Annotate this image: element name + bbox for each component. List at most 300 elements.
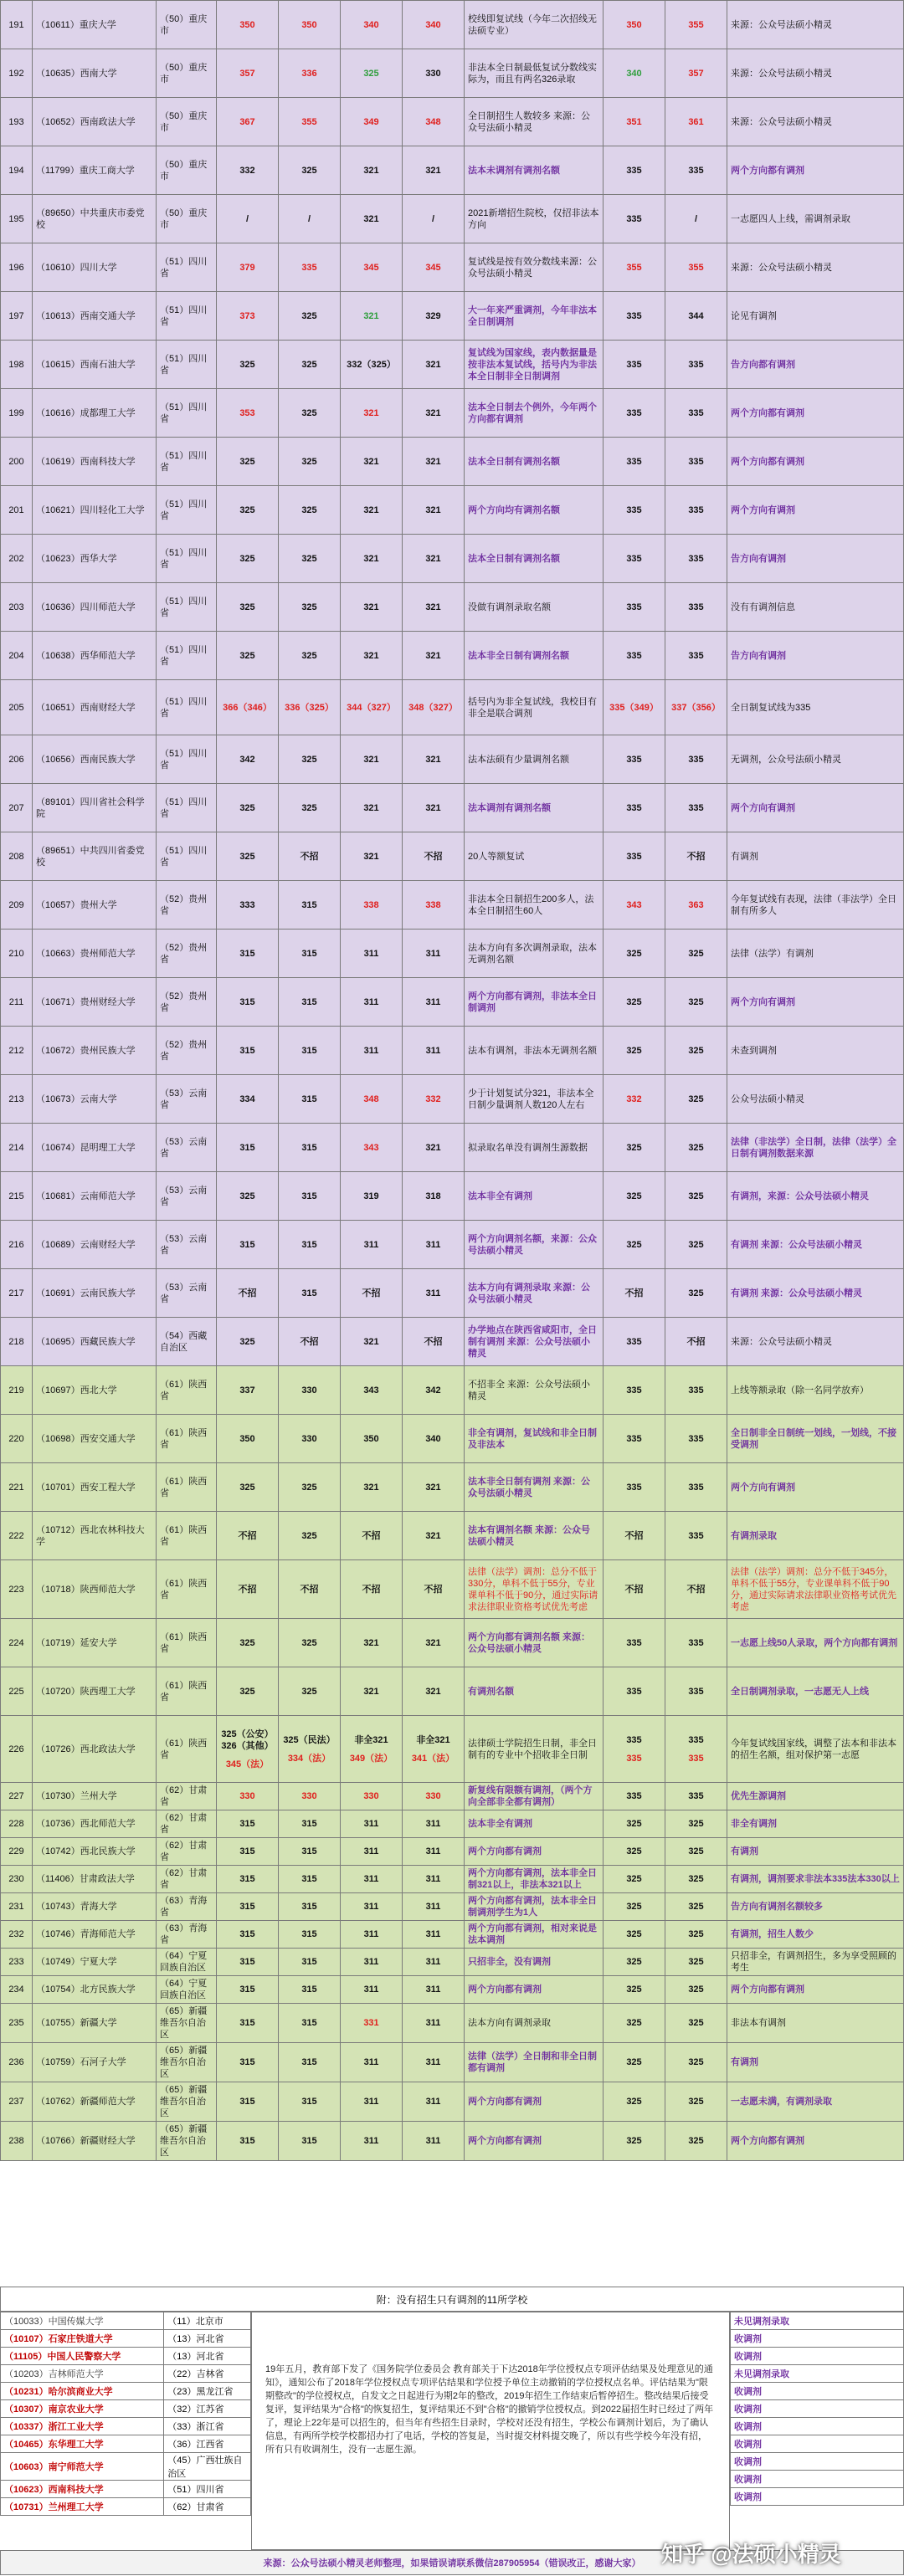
national-line-a: 325 — [604, 1921, 665, 1949]
school-name: （10766）新疆财经大学 — [33, 2122, 157, 2161]
footer-remark: 收调剂 — [731, 2471, 904, 2488]
score-a: 不招 — [217, 1512, 279, 1560]
score-c: 340 — [341, 1, 403, 49]
score-a: 315 — [217, 1893, 279, 1921]
school-name: （10695）西藏民族大学 — [33, 1318, 157, 1366]
score-c: 311 — [341, 1976, 403, 2004]
score-d: 321 — [403, 535, 465, 583]
note: 法本非全有调剂 — [465, 1172, 604, 1221]
score-c: 311 — [341, 1838, 403, 1866]
note: 非法本全日制最低复试分数线实际为，而且有两名326录取 — [465, 49, 604, 98]
remark: 公众号法硕小精灵 — [727, 1075, 904, 1124]
footer-school-row — [1, 2312, 251, 2330]
national-line-a: 325 — [604, 2043, 665, 2082]
national-line-b-bottom: 335 — [688, 1753, 704, 1764]
score-c: 321 — [341, 735, 403, 784]
score-d-top: 非全321 — [416, 1734, 450, 1745]
score-c: 349 — [341, 98, 403, 146]
table-row — [1, 1, 904, 49]
national-line-a: 335 — [604, 1463, 665, 1512]
score-c: 332（325） — [341, 341, 403, 389]
footer-remark-row — [731, 2471, 904, 2488]
remark: 来源：公众号法硕小精灵 — [727, 243, 904, 292]
score-d: 311 — [403, 1027, 465, 1075]
table-row — [1, 535, 904, 583]
national-line-b: 363 — [665, 881, 727, 930]
school-name: （10671）贵州财经大学 — [33, 978, 157, 1027]
note: 法本非全有调剂 — [465, 1810, 604, 1838]
score-a: 333 — [217, 881, 279, 930]
note: 非法本全日制招生200多人，法本全日制招生60人 — [465, 881, 604, 930]
note: 两个方向都有调剂，法本非全日制321以上，非法本321以上 — [465, 1866, 604, 1893]
remark: 两个方向有调剂 — [727, 784, 904, 832]
table-row — [1, 1783, 904, 1810]
score-c: 338 — [341, 881, 403, 930]
score-a: 325 — [217, 341, 279, 389]
national-line-b: 357 — [665, 49, 727, 98]
score-a: 315 — [217, 1921, 279, 1949]
remark: 全日制复试线为335 — [727, 680, 904, 735]
row-number: 216 — [1, 1221, 33, 1269]
score-a: 325 — [217, 583, 279, 632]
score-c: 321 — [341, 832, 403, 881]
note: 法律（法学）全日制和非全日制都有调剂 — [465, 2043, 604, 2082]
row-number: 204 — [1, 632, 33, 680]
row-number: 236 — [1, 2043, 33, 2082]
row-number: 193 — [1, 98, 33, 146]
national-line-a: 332 — [604, 1075, 665, 1124]
score-b: 315 — [279, 1866, 341, 1893]
score-a: 350 — [217, 1415, 279, 1463]
score-a: 315 — [217, 1949, 279, 1976]
remark: 上线等额录取（除一名同学放弃） — [727, 1366, 904, 1415]
score-c: 321 — [341, 486, 403, 535]
score-c: 311 — [341, 1866, 403, 1893]
footer-remark: 收调剂 — [731, 2383, 904, 2400]
school-name: （10651）西南财经大学 — [33, 680, 157, 735]
region: （63）青海省 — [157, 1893, 217, 1921]
score-d: 348 — [403, 98, 465, 146]
region: （50）重庆市 — [157, 1, 217, 49]
national-line-b: / — [665, 195, 727, 243]
score-b: 335 — [279, 243, 341, 292]
school-name: （10652）西南政法大学 — [33, 98, 157, 146]
remark: 法律（非法学）全日制，法律（法学）全日制有调剂数据来源 — [727, 1124, 904, 1172]
national-line-b: 355 — [665, 243, 727, 292]
table-row — [1, 1366, 904, 1415]
note: 复试线是按有效分数线来源：公众号法硕小精灵 — [465, 243, 604, 292]
row-number: 202 — [1, 535, 33, 583]
score-b: 325 — [279, 632, 341, 680]
national-line-b: 337（356） — [665, 680, 727, 735]
row-number: 218 — [1, 1318, 33, 1366]
score-d: 311 — [403, 930, 465, 978]
national-line-a — [604, 1716, 665, 1783]
score-b: 325 — [279, 735, 341, 784]
score-a: 315 — [217, 1976, 279, 2004]
score-c: 311 — [341, 978, 403, 1027]
score-b: 325 — [279, 1619, 341, 1667]
score-a-top: 325（公安）326（其他） — [221, 1728, 274, 1751]
footer-remark-row — [731, 2330, 904, 2348]
table-row — [1, 1866, 904, 1893]
remark: 有调剂录取 — [727, 1512, 904, 1560]
score-d: 348（327） — [403, 680, 465, 735]
remark: 告方向有调剂 — [727, 535, 904, 583]
national-line-b: 325 — [665, 1172, 727, 1221]
region: （65）新疆维吾尔自治区 — [157, 2043, 217, 2082]
score-c: 311 — [341, 1949, 403, 1976]
score-c: 311 — [341, 1810, 403, 1838]
footer-school-region: （13）河北省 — [164, 2330, 251, 2348]
school-name: （10698）西安交通大学 — [33, 1415, 157, 1463]
region: （51）四川省 — [157, 632, 217, 680]
school-name: （10697）西北大学 — [33, 1366, 157, 1415]
school-name: （10610）四川大学 — [33, 243, 157, 292]
score-a: 325 — [217, 1318, 279, 1366]
score-a: 315 — [217, 2122, 279, 2161]
school-name: （10742）西北民族大学 — [33, 1838, 157, 1866]
row-number: 197 — [1, 292, 33, 341]
region: （50）重庆市 — [157, 98, 217, 146]
table-row — [1, 1560, 904, 1619]
national-line-a: 335 — [604, 1415, 665, 1463]
national-line-a: 325 — [604, 930, 665, 978]
national-line-a: 335 — [604, 1318, 665, 1366]
region: （52）贵州省 — [157, 930, 217, 978]
national-line-a: 335 — [604, 735, 665, 784]
remark: 来源：公众号法硕小精灵 — [727, 98, 904, 146]
national-line-a: 335 — [604, 195, 665, 243]
remark: 告方向有调剂 — [727, 632, 904, 680]
national-line-b: 335 — [665, 1512, 727, 1560]
row-number: 221 — [1, 1463, 33, 1512]
score-d: 311 — [403, 1893, 465, 1921]
school-name: （10681）云南师范大学 — [33, 1172, 157, 1221]
region: （61）陕西省 — [157, 1415, 217, 1463]
national-line-b: 335 — [665, 735, 727, 784]
row-number: 198 — [1, 341, 33, 389]
table-row — [1, 1027, 904, 1075]
score-d: 340 — [403, 1, 465, 49]
national-line-b: 325 — [665, 1810, 727, 1838]
footer-school-region: （13）河北省 — [164, 2348, 251, 2365]
remark: 没有有调剂信息 — [727, 583, 904, 632]
score-d — [403, 1716, 465, 1783]
remark: 两个方向都有调剂 — [727, 389, 904, 438]
national-line-a: 335 — [604, 1667, 665, 1716]
footer-school-name: （11105）中国人民警察大学 — [1, 2348, 164, 2365]
footer-school-region: （45）广西壮族自治区 — [164, 2453, 251, 2481]
footer-remark: 收调剂 — [731, 2348, 904, 2365]
footer-school-region: （23）黑龙江省 — [164, 2383, 251, 2400]
remark: 全日制调剂录取，一志愿无人上线 — [727, 1667, 904, 1716]
score-c: 不招 — [341, 1512, 403, 1560]
region: （65）新疆维吾尔自治区 — [157, 2082, 217, 2122]
score-b: 315 — [279, 1124, 341, 1172]
score-d: 311 — [403, 2082, 465, 2122]
school-name: （89650）中共重庆市委党校 — [33, 195, 157, 243]
table-row — [1, 1976, 904, 2004]
note: 校线即复试线（今年二次招线无法硕专业） — [465, 1, 604, 49]
national-line-a: 不招 — [604, 1560, 665, 1619]
footer-remark-row — [731, 2453, 904, 2471]
note: 法律硕士学院招生日制，非全日制有的专业中个招收非全日制 — [465, 1716, 604, 1783]
national-line-b: 不招 — [665, 832, 727, 881]
score-d: 321 — [403, 146, 465, 195]
table-row — [1, 1075, 904, 1124]
score-d: 345 — [403, 243, 465, 292]
table-row — [1, 49, 904, 98]
national-line-b: 不招 — [665, 1560, 727, 1619]
score-c — [341, 1716, 403, 1783]
score-c: 311 — [341, 1221, 403, 1269]
row-number: 199 — [1, 389, 33, 438]
region: （53）云南省 — [157, 1075, 217, 1124]
score-b: 325 — [279, 292, 341, 341]
footer-remark: 未见调剂录取 — [731, 2312, 904, 2330]
school-name: （10636）四川师范大学 — [33, 583, 157, 632]
region: （62）甘肃省 — [157, 1810, 217, 1838]
score-b: 336 — [279, 49, 341, 98]
note: 20人等额复试 — [465, 832, 604, 881]
national-line-a: 325 — [604, 1976, 665, 2004]
score-c: 343 — [341, 1124, 403, 1172]
score-a: 315 — [217, 2082, 279, 2122]
score-b: 325 — [279, 146, 341, 195]
score-b: 355 — [279, 98, 341, 146]
score-a: 350 — [217, 1, 279, 49]
score-b: 325 — [279, 389, 341, 438]
national-line-b: 335 — [665, 1366, 727, 1415]
national-line-a: 不招 — [604, 1512, 665, 1560]
score-c: 321 — [341, 195, 403, 243]
footer-school-name: （10623）西南科技大学 — [1, 2481, 164, 2498]
national-line-b: 335 — [665, 583, 727, 632]
remark: 两个方向都有调剂 — [727, 2122, 904, 2161]
score-b: 350 — [279, 1, 341, 49]
remark: 来源：公众号法硕小精灵 — [727, 1, 904, 49]
remark: 法律（法学）调剂：总分不低于345分，单科不低于55分，专业课单科不低于90分，通过实际请求法律职业资格考试优先考虑 — [727, 1560, 904, 1619]
table-row — [1, 632, 904, 680]
score-a: 353 — [217, 389, 279, 438]
table-row — [1, 930, 904, 978]
score-a: 325 — [217, 1172, 279, 1221]
score-d: 342 — [403, 1366, 465, 1415]
footer-school-region: （33）浙江省 — [164, 2418, 251, 2435]
score-b: 315 — [279, 2004, 341, 2043]
region: （51）四川省 — [157, 292, 217, 341]
score-d: 318 — [403, 1172, 465, 1221]
footer-school-region: （22）吉林省 — [164, 2365, 251, 2383]
footer-school-name: （10465）东华理工大学 — [1, 2435, 164, 2453]
footer-remark-row — [731, 2348, 904, 2365]
school-name: （10755）新疆大学 — [33, 2004, 157, 2043]
national-line-b: 335 — [665, 389, 727, 438]
national-line-b: 335 — [665, 486, 727, 535]
score-c: 不招 — [341, 1560, 403, 1619]
footer-school-region: （11）北京市 — [164, 2312, 251, 2330]
school-name: （10674）昆明理工大学 — [33, 1124, 157, 1172]
region: （62）甘肃省 — [157, 1866, 217, 1893]
school-name: （10720）陕西理工大学 — [33, 1667, 157, 1716]
national-line-a: 355 — [604, 243, 665, 292]
score-d: 不招 — [403, 1318, 465, 1366]
score-a-bottom: 345（法） — [225, 1759, 270, 1769]
table-row — [1, 389, 904, 438]
score-b: 315 — [279, 1838, 341, 1866]
score-a: 332 — [217, 146, 279, 195]
school-name: （10621）四川轻化工大学 — [33, 486, 157, 535]
table-row — [1, 195, 904, 243]
national-line-b: 325 — [665, 2082, 727, 2122]
national-line-a: 335 — [604, 535, 665, 583]
national-line-a: 335 — [604, 832, 665, 881]
national-line-a: 325 — [604, 1949, 665, 1976]
score-a: 315 — [217, 978, 279, 1027]
note: 两个方向都有调剂，非法本全日制调剂 — [465, 978, 604, 1027]
table-row — [1, 486, 904, 535]
national-line-b: 335 — [665, 1667, 727, 1716]
note: 非全有调剂，复试线和非全日制及非法本 — [465, 1415, 604, 1463]
footer-school-row — [1, 2330, 251, 2348]
score-d: 321 — [403, 438, 465, 486]
score-d: 321 — [403, 389, 465, 438]
footer-school-row — [1, 2498, 251, 2516]
remark: 两个方向有调剂 — [727, 486, 904, 535]
score-b: 315 — [279, 1075, 341, 1124]
national-line-a: 325 — [604, 2082, 665, 2122]
remark: 两个方向都有调剂 — [727, 438, 904, 486]
region: （53）云南省 — [157, 1172, 217, 1221]
national-line-b: 335 — [665, 784, 727, 832]
footer-remark: 收调剂 — [731, 2400, 904, 2418]
score-d: 338 — [403, 881, 465, 930]
remark: 有调剂 — [727, 832, 904, 881]
national-line-b: 325 — [665, 1976, 727, 2004]
national-line-a: 335 — [604, 486, 665, 535]
score-d: 321 — [403, 583, 465, 632]
note: 两个方向都有调剂名额 来源：公众号法硕小精灵 — [465, 1619, 604, 1667]
school-name: （10691）云南民族大学 — [33, 1269, 157, 1318]
table-row — [1, 1921, 904, 1949]
footer-school-list — [0, 2312, 251, 2516]
footer-school-region: （32）江苏省 — [164, 2400, 251, 2418]
region: （51）四川省 — [157, 341, 217, 389]
score-c: 311 — [341, 1893, 403, 1921]
region: （50）重庆市 — [157, 195, 217, 243]
national-line-b: 335 — [665, 632, 727, 680]
national-line-b: 335 — [665, 1783, 727, 1810]
score-d: 321 — [403, 1512, 465, 1560]
note: 法本非全日制有调剂 来源：公众号法硕小精灵 — [465, 1463, 604, 1512]
score-d: 311 — [403, 2004, 465, 2043]
table-row — [1, 1172, 904, 1221]
score-d: 321 — [403, 1667, 465, 1716]
region: （52）贵州省 — [157, 978, 217, 1027]
school-name: （10749）宁夏大学 — [33, 1949, 157, 1976]
score-c: 321 — [341, 632, 403, 680]
score-b: 315 — [279, 2043, 341, 2082]
national-line-a: 335 — [604, 784, 665, 832]
score-d: 311 — [403, 978, 465, 1027]
national-line-b — [665, 1716, 727, 1783]
score-c: 345 — [341, 243, 403, 292]
school-name: （89651）中共四川省委党校 — [33, 832, 157, 881]
school-name: （89101）四川省社会科学院 — [33, 784, 157, 832]
score-c: 321 — [341, 438, 403, 486]
note: 法本方向有调剂录取 来源：公众号法硕小精灵 — [465, 1269, 604, 1318]
school-name: （10623）西华大学 — [33, 535, 157, 583]
note: 法本调剂有调剂名额 — [465, 784, 604, 832]
row-number: 220 — [1, 1415, 33, 1463]
table-row — [1, 735, 904, 784]
score-c: 311 — [341, 1027, 403, 1075]
score-d: 321 — [403, 486, 465, 535]
score-d: 311 — [403, 1921, 465, 1949]
region: （61）陕西省 — [157, 1619, 217, 1667]
note: 没做有调剂录取名额 — [465, 583, 604, 632]
national-line-b-top: 335 — [688, 1734, 704, 1745]
score-d: 330 — [403, 1783, 465, 1810]
note: 两个方向都有调剂，法本非全日制调剂学生为1人 — [465, 1893, 604, 1921]
note: 两个方向都有调剂，相对来说是法本调剂 — [465, 1921, 604, 1949]
national-line-b: 325 — [665, 1221, 727, 1269]
score-b: 325 — [279, 1512, 341, 1560]
footer-school-region: （51）四川省 — [164, 2481, 251, 2498]
national-line-a: 325 — [604, 1221, 665, 1269]
region: （53）云南省 — [157, 1124, 217, 1172]
score-d: 311 — [403, 1269, 465, 1318]
score-d: 321 — [403, 1124, 465, 1172]
footer-remark-row — [731, 2400, 904, 2418]
school-name: （10730）兰州大学 — [33, 1783, 157, 1810]
score-b: 315 — [279, 930, 341, 978]
score-a: 325 — [217, 1619, 279, 1667]
score-c: 325 — [341, 49, 403, 98]
footer-title: 附：没有招生只有调剂的11所学校 — [0, 2287, 904, 2312]
school-name: （10616）成都理工大学 — [33, 389, 157, 438]
score-c: 311 — [341, 2082, 403, 2122]
score-d: 321 — [403, 784, 465, 832]
row-number: 224 — [1, 1619, 33, 1667]
note: 不招非全 来源：公众号法硕小精灵 — [465, 1366, 604, 1415]
remark: 有调剂 — [727, 2043, 904, 2082]
region: （50）重庆市 — [157, 49, 217, 98]
table-row — [1, 1415, 904, 1463]
school-name: （10759）石河子大学 — [33, 2043, 157, 2082]
footer-school-region: （36）江西省 — [164, 2435, 251, 2453]
table-row — [1, 341, 904, 389]
remark: 全日制非全日制统一划线，一划线，不接受调剂 — [727, 1415, 904, 1463]
score-b: 330 — [279, 1783, 341, 1810]
footer-school-row — [1, 2400, 251, 2418]
note: 拟录取名单没有调剂生源数据 — [465, 1124, 604, 1172]
score-a: 325 — [217, 1667, 279, 1716]
remark: 非全有调剂 — [727, 1810, 904, 1838]
score-b: 315 — [279, 1269, 341, 1318]
national-line-b: 325 — [665, 1949, 727, 1976]
score-b: 315 — [279, 1027, 341, 1075]
score-b: 315 — [279, 1949, 341, 1976]
footer-remark-row — [731, 2488, 904, 2506]
row-number: 203 — [1, 583, 33, 632]
footer-remark: 收调剂 — [731, 2488, 904, 2506]
national-line-b: 325 — [665, 1838, 727, 1866]
national-line-a: 325 — [604, 1124, 665, 1172]
row-number: 208 — [1, 832, 33, 881]
row-number: 212 — [1, 1027, 33, 1075]
